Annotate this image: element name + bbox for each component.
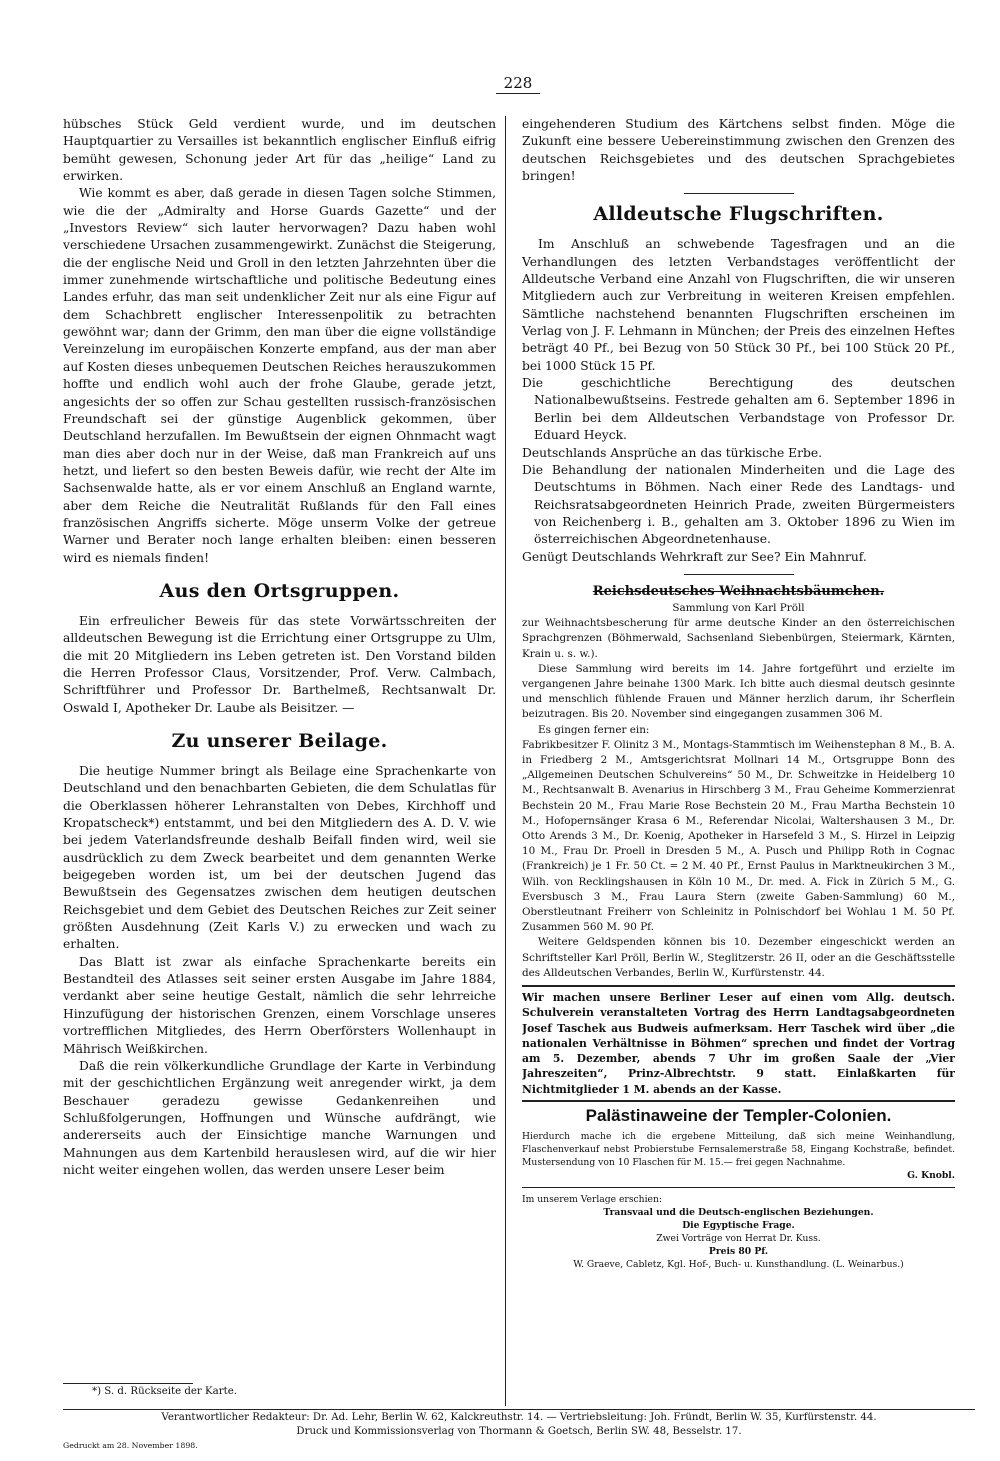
article-continuation-paragraph: hübsches Stück Geld verdient wurde, und im deutschen Hauptquartier zu Versailles ist bekanntlich englischer Einfluß eifrig bemüht gewesen, Schonung jeder Art für das „heilige“ Land zu erwirken.	[63, 117, 496, 184]
footer-rule	[63, 1409, 975, 1410]
ad-signature: G. Knobl.	[907, 1170, 955, 1182]
section-separator	[684, 574, 794, 575]
right-column	[522, 116, 955, 1414]
ad-title: Palästinaweine der Templer-Colonien.	[585, 1106, 892, 1126]
page-number-rule	[496, 93, 540, 94]
publisher-imprint: W. Graeve, Cabletz, Kgl. Hof-, Buch- u. Kunsthandlung. (L. Weinarbus.)	[573, 1259, 904, 1271]
flugschrift-title: Deutschlands Ansprüche an das türkische Erbe.	[522, 445, 823, 460]
print-date: Gedruckt am 28. November 1898.	[63, 1441, 198, 1450]
ad-body: Hierdurch mache ich die ergebene Mitteilung, daß sich meine Weinhandlung, Flaschenverkauf nebst Probierstube Fernsalemerstraße 58, Eingang Kochstraße, befindet. Mustersendung von 10 Flaschen für M. 15.— frei gegen Nachnahme.	[522, 1131, 955, 1169]
flugschrift-title: Die Behandlung der nationalen Minderheiten und die Lage des Deutschtums in Böhmen. Nach einer Rede des Landtags- und Reichsratsabgeordneten Heinrich Prade, zweiten Bürgermeisters von Reichenberg i. B., gehalten am 3. Oktober 1896 zu Wien im österreichischen Abgeordnetenhause.	[522, 462, 955, 547]
lecture-notice-text: Wir machen unsere Berliner Leser auf einen vom Allg. deutsch. Schulverein veranstalteten Vortrag des Herrn Landtagsabgeordneten Josef Taschek aus Budweis aufmerksam. Herr Taschek wird über „die nationalen Verhältnisse in Böhmen“ sprechen und findet der Vortrag am 5. Dezember, abends 7 Uhr im großen Saale der „Vier Jahreszeiten“, Prinz-Albrechtstr. 9 statt. Einlaßkarten für Nichtmitglieder 1 M. abends an der Kasse.	[522, 990, 955, 1096]
article-paragraph: Wie kommt es aber, daß gerade in diesen Tagen solche Stimmen, wie die der „Admiralty and Horse Guards Gazette“ und der „Investors Review“ sich lauter hervorwagen? Dazu haben wohl verschiedene Ursachen zusammengewirkt. Zunächst die Steigerung, die der englische Neid und Groll in den letzten Jahrzehnten über die immer zunehmende wirtschaftliche und politische Bedeutung eines Landes erfuhr, das man seit undenklicher Zeit nur als eine Figur auf dem Schachbrett englischer Interessenpolitik zu betrachten gewöhnt war; dann der Grimm, den man über die eigne vollständige Vereinzelung im europäischen Konzerte empfand, aus der man aber auf Kosten dieses unbequemen Deutschen Reiches herauszukommen hoffte und endlich wohl auch der frohe Glaube, gerade jetzt, angesichts der so offen zur Schau gestellten russisch-französischen Freundschaft sei der günstige Augenblick gekommen, über Deutschland herzufallen. Im Bewußtsein der eignen Ohnmacht wagt man dies aber doch nur in der Weise, daß man Frankreich auf uns hetzt, und liefert so den besten Beweis dafür, wie recht der Alte im Sachsenwalde hatte, als er vor einem Anschluß an England warnte, aber dem Reiche die Neutralität Rußlands für den Fall eines französischen Angriffs sicherte. Möge unserm Volke der getreue Warner und Berater noch lange erhalten bleiben: einen besseren wird es niemals finden!	[63, 186, 496, 565]
section-heading-flugschriften: Alldeutsche Flugschriften.	[593, 203, 884, 226]
footnote-rule	[63, 1383, 193, 1384]
flugschrift-title: Die geschichtliche Berechtigung des deutschen Nationalbewußtseins. Festrede gehalten am 6. September 1896 in Berlin bei dem Alldeutschen Verbandstage von Professor Dr. Eduard Heyck.	[522, 376, 955, 443]
footer-editor-line: Verantwortlicher Redakteur: Dr. Ad. Lehr, Berlin W. 62, Kalckreuthstr. 14. — Vertriebsleitung: Joh. Fründt, Berlin W. 35, Kurfürstenstr. 44.	[161, 1412, 877, 1423]
weihnacht-paragraph: Es gingen ferner ein:	[538, 723, 650, 736]
beilage-paragraph: Die heutige Nummer bringt als Beilage eine Sprachenkarte von Deutschland und den benachbarten Gebieten, die dem Schulatlas für die Oberklassen höherer Lehranstalten von Debes, Kirchhoff und Kropatscheck*) entstammt, und bei den Mitgliedern des A. D. V. wie bei jedem Vaterlandsfreunde deshalb Beifall finden wird, weil sie ausdrücklich zu dem Zweck bearbeitet und dem genannten Werke beigegeben worden ist, um bei der deutschen Jugend das Bewußtsein des Gegensatzes zwischen dem heutigen deutschen Reichsgebiet und dem Gebiet des Deutschen Reiches zur Zeit seiner größten Ausdehnung (Zeit Karls V.) zu erwecken und wach zu erhalten.	[63, 764, 496, 952]
section-heading-beilage: Zu unserer Beilage.	[171, 730, 388, 752]
weihnacht-paragraph: Weitere Geldspenden können bis 10. Dezember eingeschickt werden an Schriftsteller Karl Pröll, Berlin W., Steglitzerstr. 26 II, oder an die Geschäftsstelle des Alldeutschen Verbandes, Berlin W., Kurfürstenstr. 44.	[522, 936, 955, 979]
footer-publisher-line: Druck und Kommissionsverlag von Thormann & Goetsch, Berlin SW. 48, Besselstr. 17.	[296, 1426, 742, 1437]
weihnacht-paragraph: Diese Sammlung wird bereits im 14. Jahre fortgeführt und erzielte im vergangenen Jahre beinahe 1300 Mark. Ich bitte auch diesmal deutsch gesinnte und menschlich fühlende Frauen und Männer herzlich darum, ihr Scherflein beizutragen. Bis 20. November sind eingegangen zusammen 306 M.	[522, 662, 955, 721]
section-heading-weihnacht: Reichsdeutsches Weihnachtsbäumchen.	[592, 583, 885, 599]
beilage-paragraph: Daß die rein völkerkundliche Grundlage der Karte in Verbindung mit der geschichtlichen Ergänzung weit anregender wirkt, ja dem Beschauer geradezu gewisse Gedankenreihen und Schlußfolgerungen, Hoffnungen und Wünsche aufdrängt, wie andererseits auch der Einsichtige manche Warnungen und Mahnungen aus dem Kartenbild herauslesen wird, auf die wir hier nicht weiter eingehen wollen, das werden unsere Leser beim	[63, 1058, 496, 1177]
section-separator	[684, 193, 794, 194]
section-heading-ortsgruppen: Aus den Ortsgruppen.	[159, 579, 400, 602]
flugschrift-title: Genügt Deutschlands Wehrkraft zur See? Ein Mahnruf.	[522, 549, 867, 564]
continuation-paragraph: eingehenderen Studium des Kärtchens selbst finden. Möge die Zukunft eine bessere Uebereinstimmung zwischen den Grenzen des deutschen Reichsgebietes und des deutschen Sprachgebietes bringen!	[522, 117, 955, 184]
donor-list: Fabrikbesitzer F. Olinitz 3 M., Montags-Stammtisch im Weihenstephan 8 M., B. A. in Friedberg 2 M., Amtsgerichtsrat Mollnari 14 M., Ortsgruppe Bonn des „Allgemeinen Deutschen Schulvereins“ 50 M., Dr. Schweitzke in Heidelberg 10 M., Rechtsanwalt B. Avenarius in Hirschberg 3 M., Frau Geheime Kommerzienrat Bechstein 20 M., Frau Marie Rose Bechstein 20 M., Frau Martha Bechstein 10 M., Hofopernsänger Krasa 6 M., Referendar Nicolai, Waltershausen 3 M., Dr. Otto Arends 3 M., Dr. Koenig, Apotheker in Harsefeld 3 M., S. Hirzel in Leipzig 10 M., Frau Dr. Proell in Dresden 5 M., A. Pusch und Philipp Roth in Cognac (Frankreich) je 1 Fr. 50 Ct. = 2 M. 40 Pf., Ernst Paulus in Marktneukirchen 3 M., Wilh. von Recklingshausen in Köln 10 M., Dr. med. A. Fick in Zürich 5 M., G. Eversbusch 3 M., Frau Laura Stern (zweite Gaben-Sammlung) 60 M., Oberstleutnant Freiherr von Schleinitz in Polnischdorf bei Wohlau 1 M. 50 Pf. Zusammen 560 M. 90 Pf.	[522, 738, 955, 934]
weihnacht-subheading: Sammlung von Karl Pröll	[672, 601, 805, 614]
beilage-paragraph: Das Blatt ist zwar als einfache Sprachenkarte bereits ein Bestandteil des Atlasses seit seiner ersten Ausgabe im Jahre 1884, verdankt aber seine heutige Gestalt, nämlich die sehr lehrreiche Hinzufügung der historischen Grenzen, einem Vorschlage unseres vortrefflichen Mitgliedes, des Herrn Oberförsters Wollenhaupt in Mährisch Weißkirchen.	[63, 954, 496, 1056]
weihnacht-section	[522, 583, 955, 981]
left-column	[63, 116, 496, 1406]
publisher-price: Preis 80 Pf.	[708, 1246, 769, 1258]
ad-separator	[522, 1187, 955, 1188]
lecture-notice	[522, 985, 955, 1102]
publisher-title: Transvaal und die Deutsch-englischen Beziehungen.	[603, 1207, 874, 1219]
wine-advertisement	[522, 1106, 955, 1271]
footnote: *) S. d. Rückseite der Karte.	[92, 1386, 237, 1397]
flugschriften-paragraph: Im Anschluß an schwebende Tagesfragen und an die Verhandlungen des letzten Verbandstages veröffentlicht der Alldeutsche Verband eine Anzahl von Flugschriften, die wir unseren Mitgliedern auch zur Verbreitung in weiteren Kreisen empfehlen. Sämtliche nachstehend benannten Flugschriften erscheinen im Verlag von J. F. Lehmann in München; der Preis des einzelnen Heftes beträgt 40 Pf., bei Bezug von 50 Stück 30 Pf., bei 100 Stück 20 Pf., bei 1000 Stück 15 Pf.	[522, 237, 955, 373]
publisher-subtitle: Zwei Vorträge von Herrat Dr. Kuss.	[656, 1233, 821, 1245]
ortsgruppen-paragraph: Ein erfreulicher Beweis für das stete Vorwärtsschreiten der alldeutschen Bewegung ist die Errichtung einer Ortsgruppe zu Ulm, die mit 20 Mitgliedern ins Leben getreten ist. Den Vorstand bilden die Herren Professor Claus, Vorsitzender, Prof. Verw. Calmbach, Schriftführer und Professor Dr. Barthelmeß, Rechtsanwalt Dr. Oswald I, Apotheker Dr. Laube als Beisitzer. —	[63, 613, 496, 715]
publisher-intro: Im unserem Verlage erschien:	[522, 1194, 662, 1206]
publisher-title: Die Egyptische Frage.	[682, 1220, 795, 1232]
page-number: 228	[503, 74, 533, 92]
weihnacht-intro: zur Weihnachtsbescherung für arme deutsche Kinder an den österreichischen Sprachgrenzen (Böhmerwald, Sachsenland Siebenbürgen, Steiermark, Kärnten, Krain u. s. w.).	[522, 617, 955, 660]
column-divider	[505, 116, 506, 1406]
